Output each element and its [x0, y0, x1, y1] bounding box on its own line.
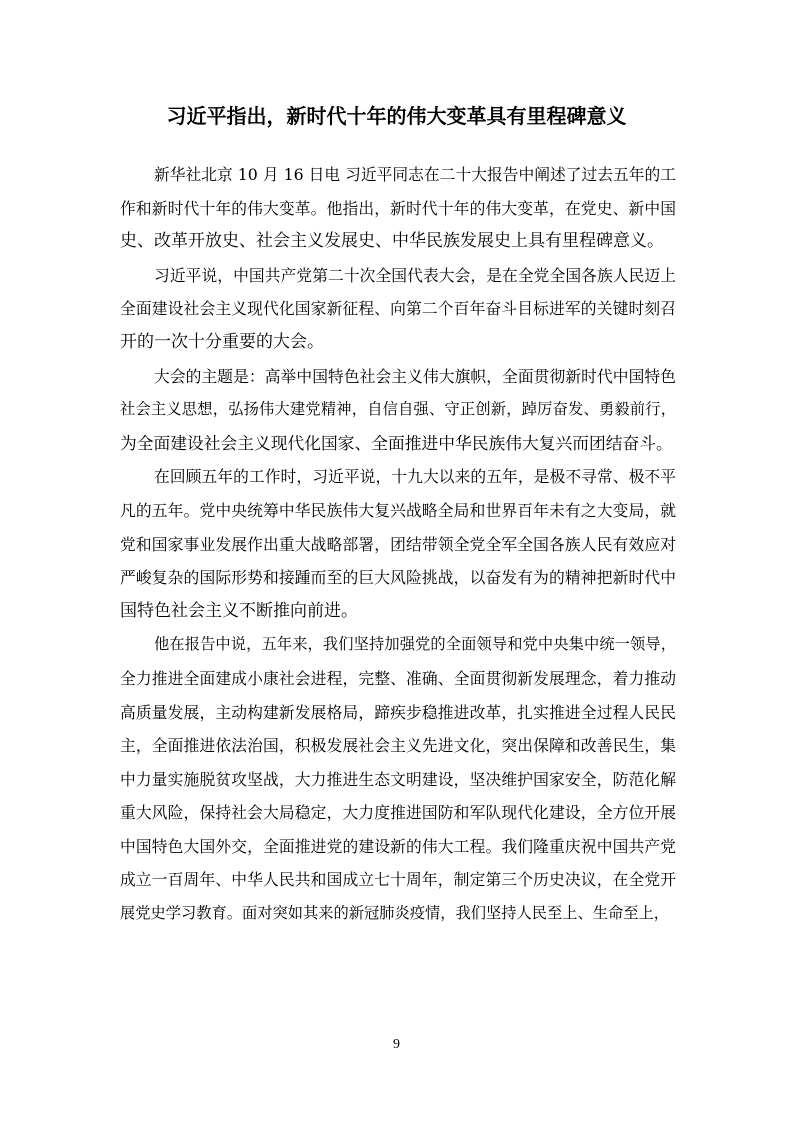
- text-line: 他在报告中说，五年来，我们坚持加强党的全面领导和党中央集中统一领导，: [154, 635, 676, 654]
- text-line: 成立一百周年、中华人民共和国成立七十周年，制定第三个历史决议，在全党开: [120, 870, 676, 890]
- article-title: 习近平指出，新时代十年的伟大变革具有里程碑意义: [166, 104, 627, 128]
- text-line: 大会的主题是：高举中国特色社会主义伟大旗帜，全面贯彻新时代中国特色: [154, 366, 676, 386]
- paragraph: [120, 259, 676, 360]
- text-line: 习近平说，中国共产党第二十次全国代表大会，是在全党全国各族人民迈上: [154, 265, 676, 285]
- text-line: 新华社北京 10 月 16 日电 习近平同志在二十大报告中阐述了过去五年的工: [154, 165, 676, 184]
- text-line: 全面建设社会主义现代化国家新征程、向第二个百年奋斗目标进军的关键时刻召: [120, 299, 676, 319]
- paragraph: [120, 158, 676, 259]
- article-body: [120, 158, 676, 931]
- paragraph: [120, 628, 676, 930]
- text-line: 党和国家事业发展作出重大战略部署，团结带领全党全军全国各族人民有效应对: [120, 534, 676, 554]
- text-line: 社会主义思想，弘扬伟大建党精神，自信自强、守正创新，踔厉奋发、勇毅前行，: [120, 400, 676, 419]
- text-line: 重大风险，保持社会大局稳定，大力度推进国防和军队现代化建设，全方位开展: [120, 803, 676, 823]
- text-line: 开的一次十分重要的大会。: [120, 331, 324, 352]
- text-line: 全力推进全面建成小康社会进程，完整、准确、全面贯彻新发展理念，着力推动: [120, 668, 676, 688]
- paragraph: [120, 360, 676, 461]
- text-line: 展党史学习教育。面对突如其来的新冠肺炎疫情，我们坚持人民至上、生命至上，: [120, 904, 669, 923]
- paragraph: [120, 460, 676, 628]
- text-line: 在回顾五年的工作时，习近平说，十九大以来的五年，是极不寻常、极不平: [154, 467, 676, 487]
- text-line: 中力量实施脱贫攻坚战，大力推进生态文明建设，坚决维护国家安全，防范化解: [120, 769, 676, 789]
- text-line: 国特色社会主义不断推向前进。: [120, 600, 358, 621]
- text-line: 严峻复杂的国际形势和接踵而至的巨大风险挑战，以奋发有为的精神把新时代中: [120, 568, 676, 588]
- text-line: 凡的五年。党中央统筹中华民族伟大复兴战略全局和世界百年未有之大变局，就: [120, 500, 676, 520]
- text-line: 作和新时代十年的伟大变革。他指出，新时代十年的伟大变革，在党史、新中国: [120, 198, 676, 218]
- text-line: 史、改革开放史、社会主义发展史、中华民族发展史上具有里程碑意义。: [120, 231, 664, 252]
- text-line: 主，全面推进依法治国，积极发展社会主义先进文化，突出保障和改善民生，集: [120, 736, 676, 756]
- text-line: 中国特色大国外交，全面推进党的建设新的伟大工程。我们隆重庆祝中国共产党: [120, 836, 676, 856]
- page-number: 9: [393, 1037, 400, 1052]
- text-line: 高质量发展，主动构建新发展格局，蹄疾步稳推进改革，扎实推进全过程人民民: [120, 702, 676, 722]
- text-line: 为全面建设社会主义现代化国家、全面推进中华民族伟大复兴而团结奋斗。: [120, 432, 673, 453]
